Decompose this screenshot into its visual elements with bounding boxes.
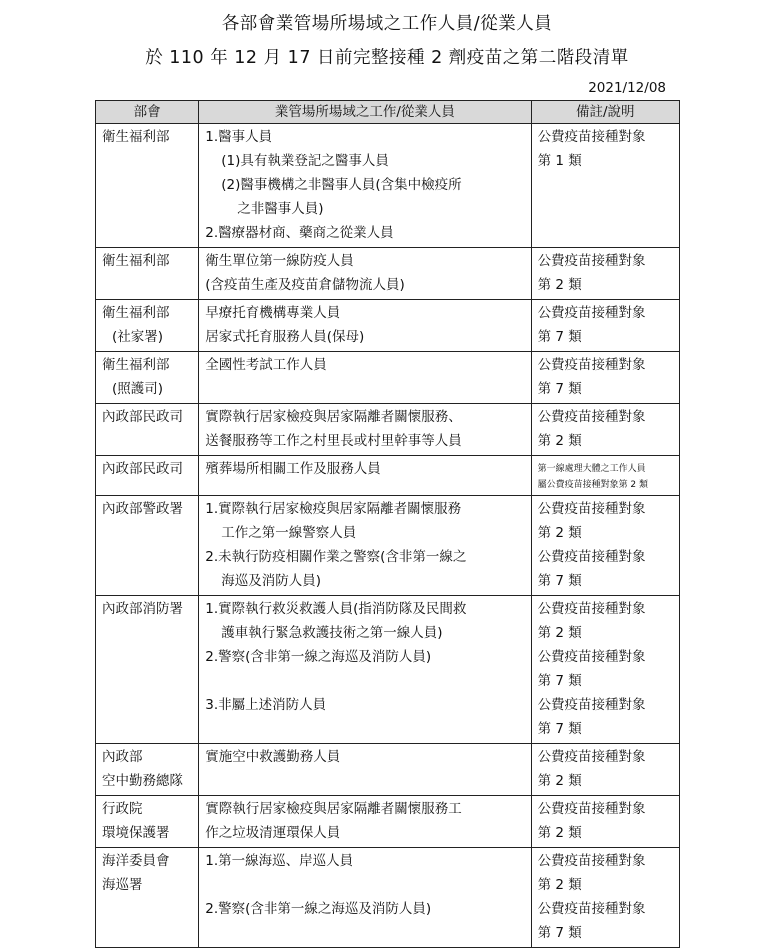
workers-cell [199, 596, 531, 744]
workers-text: 護車執行緊急救護技術之第一線人員) [221, 625, 443, 641]
remarks-text: 第 2 類 [537, 433, 582, 449]
workers-cell [199, 848, 531, 948]
workers-text: 全國性考試工作人員 [205, 357, 327, 373]
ministry-cell [96, 300, 199, 352]
workers-cell [199, 300, 531, 352]
ministry-subtext: 環境保護署 [102, 825, 170, 841]
workers-text: 1.實際執行救災救護人員(指消防隊及民間救 [205, 601, 467, 617]
workers-text: 實施空中救護勤務人員 [205, 749, 341, 765]
remarks-text: 公費疫苗接種對象 [537, 253, 646, 269]
ministry-text: 衛生福利部 [102, 357, 170, 373]
workers-cell [199, 796, 531, 848]
remarks-text: 第 7 類 [537, 573, 582, 589]
workers-cell [199, 248, 531, 300]
ministry-cell [96, 596, 199, 744]
workers-cell [199, 456, 531, 496]
spacer [205, 873, 526, 897]
ministry-cell [96, 744, 199, 796]
workers-text: 作之垃圾清運環保人員 [205, 825, 341, 841]
workers-text: 2.未執行防疫相關作業之警察(含非第一線之 [205, 549, 467, 565]
table-row [96, 248, 680, 300]
workers-text: 工作之第一線警察人員 [221, 525, 357, 541]
workers-text: 殯葬場所相關工作及服務人員 [205, 461, 381, 477]
ministry-text: 內政部警政署 [102, 501, 183, 517]
table-row [96, 456, 680, 496]
remarks-text: 第 7 類 [537, 329, 582, 345]
remarks-cell [531, 124, 679, 248]
table-row [96, 796, 680, 848]
remarks-text: 第 2 類 [537, 525, 582, 541]
ministry-text: 衛生福利部 [102, 305, 170, 321]
remarks-text: 公費疫苗接種對象 [537, 601, 646, 617]
workers-cell [199, 124, 531, 248]
remarks-text: 屬公費疫苗接種對象第 2 類 [537, 480, 649, 490]
remarks-text: 第 2 類 [537, 277, 582, 293]
remarks-text: 公費疫苗接種對象 [537, 853, 646, 869]
remarks-text: 第 2 類 [537, 825, 582, 841]
ministry-text: 衛生福利部 [102, 253, 170, 269]
remarks-text: 公費疫苗接種對象 [537, 305, 646, 321]
workers-text: (1)具有執業登記之醫事人員 [221, 153, 389, 169]
ministry-cell [96, 404, 199, 456]
remarks-text: 第 7 類 [537, 721, 582, 737]
ministry-subtext: 空中勤務總隊 [102, 773, 183, 789]
workers-text: 實際執行居家檢疫與居家隔離者關懷服務、 [205, 409, 462, 425]
workers-text: 2.警察(含非第一線之海巡及消防人員) [205, 901, 432, 917]
ministry-cell [96, 124, 199, 248]
remarks-text: 公費疫苗接種對象 [537, 501, 646, 517]
remarks-cell [531, 456, 679, 496]
table-row [96, 496, 680, 596]
workers-cell [199, 404, 531, 456]
remarks-cell [531, 796, 679, 848]
workers-text: 實際執行居家檢疫與居家隔離者關懷服務工 [205, 801, 462, 817]
remarks-text: 公費疫苗接種對象 [537, 697, 646, 713]
remarks-cell [531, 404, 679, 456]
workers-text: 早療托育機構專業人員 [205, 305, 341, 321]
table-row [96, 744, 680, 796]
ministry-text: 內政部 [102, 749, 143, 765]
table-row [96, 404, 680, 456]
ministry-cell [96, 848, 199, 948]
remarks-text: 公費疫苗接種對象 [537, 129, 646, 145]
ministry-text: 內政部民政司 [102, 409, 183, 425]
document-title-line2: 於 110 年 12 月 17 日前完整接種 2 劑疫苗之第二階段清單 [145, 48, 629, 68]
workers-text: 2.警察(含非第一線之海巡及消防人員) [205, 649, 432, 665]
workers-text: 衛生單位第一線防疫人員 [205, 253, 354, 269]
remarks-text: 第 2 類 [537, 877, 582, 893]
workers-text: 2.醫療器材商、藥商之從業人員 [205, 225, 394, 241]
remarks-cell [531, 496, 679, 596]
workers-cell [199, 496, 531, 596]
table-header-row [96, 101, 680, 124]
remarks-cell [531, 248, 679, 300]
remarks-text: 第 7 類 [537, 925, 582, 941]
remarks-cell [531, 300, 679, 352]
document-date: 2021/12/08 [588, 80, 666, 96]
workers-text: (2)醫事機構之非醫事人員(含集中檢疫所 [221, 177, 462, 193]
remarks-text: 公費疫苗接種對象 [537, 549, 646, 565]
remarks-text: 第 7 類 [537, 673, 582, 689]
ministry-subtext: 海巡署 [102, 877, 143, 893]
ministry-text: 海洋委員會 [102, 853, 170, 869]
workers-text: 1.醫事人員 [205, 129, 273, 145]
ministry-text: 衛生福利部 [102, 129, 170, 145]
workers-cell [199, 352, 531, 404]
table-row [96, 848, 680, 948]
workers-text: 海巡及消防人員) [221, 573, 322, 589]
remarks-text: 公費疫苗接種對象 [537, 749, 646, 765]
header-workers: 業管場所場域之工作/從業人員 [199, 101, 531, 124]
workers-text: 居家式托育服務人員(保母) [205, 329, 365, 345]
remarks-cell [531, 744, 679, 796]
remarks-text: 第 1 類 [537, 153, 582, 169]
remarks-cell [531, 848, 679, 948]
ministry-cell [96, 796, 199, 848]
remarks-text: 公費疫苗接種對象 [537, 801, 646, 817]
ministry-cell [96, 248, 199, 300]
workers-text: 3.非屬上述消防人員 [205, 697, 327, 713]
vaccination-list-table [95, 100, 680, 948]
ministry-subtext: (社家署) [112, 329, 164, 345]
workers-text: 1.實際執行居家檢疫與居家隔離者關懷服務 [205, 501, 462, 517]
ministry-cell [96, 496, 199, 596]
table-row [96, 352, 680, 404]
remarks-text: 第 7 類 [537, 381, 582, 397]
ministry-subtext: (照護司) [112, 381, 164, 397]
header-remarks: 備註/說明 [531, 101, 679, 124]
remarks-text: 第 2 類 [537, 773, 582, 789]
workers-text: 之非醫事人員) [237, 201, 324, 217]
remarks-cell [531, 352, 679, 404]
ministry-cell [96, 352, 199, 404]
table-row [96, 300, 680, 352]
workers-cell [199, 744, 531, 796]
ministry-text: 行政院 [102, 801, 143, 817]
remarks-text: 公費疫苗接種對象 [537, 901, 646, 917]
table-row [96, 124, 680, 248]
ministry-text: 內政部民政司 [102, 461, 183, 477]
remarks-text: 第一線處理大體之工作人員 [537, 464, 646, 474]
remarks-text: 公費疫苗接種對象 [537, 357, 646, 373]
ministry-text: 內政部消防署 [102, 601, 183, 617]
workers-text: 送餐服務等工作之村里長或村里幹事等人員 [205, 433, 462, 449]
workers-text: 1.第一線海巡、岸巡人員 [205, 853, 354, 869]
remarks-text: 公費疫苗接種對象 [537, 409, 646, 425]
spacer [205, 669, 526, 693]
header-ministry: 部會 [96, 101, 199, 124]
table-row [96, 596, 680, 744]
document-title-line1: 各部會業管場所場域之工作人員/從業人員 [221, 14, 553, 34]
remarks-text: 公費疫苗接種對象 [537, 649, 646, 665]
remarks-text: 第 2 類 [537, 625, 582, 641]
remarks-cell [531, 596, 679, 744]
workers-text: (含疫苗生產及疫苗倉儲物流人員) [205, 277, 405, 293]
ministry-cell [96, 456, 199, 496]
